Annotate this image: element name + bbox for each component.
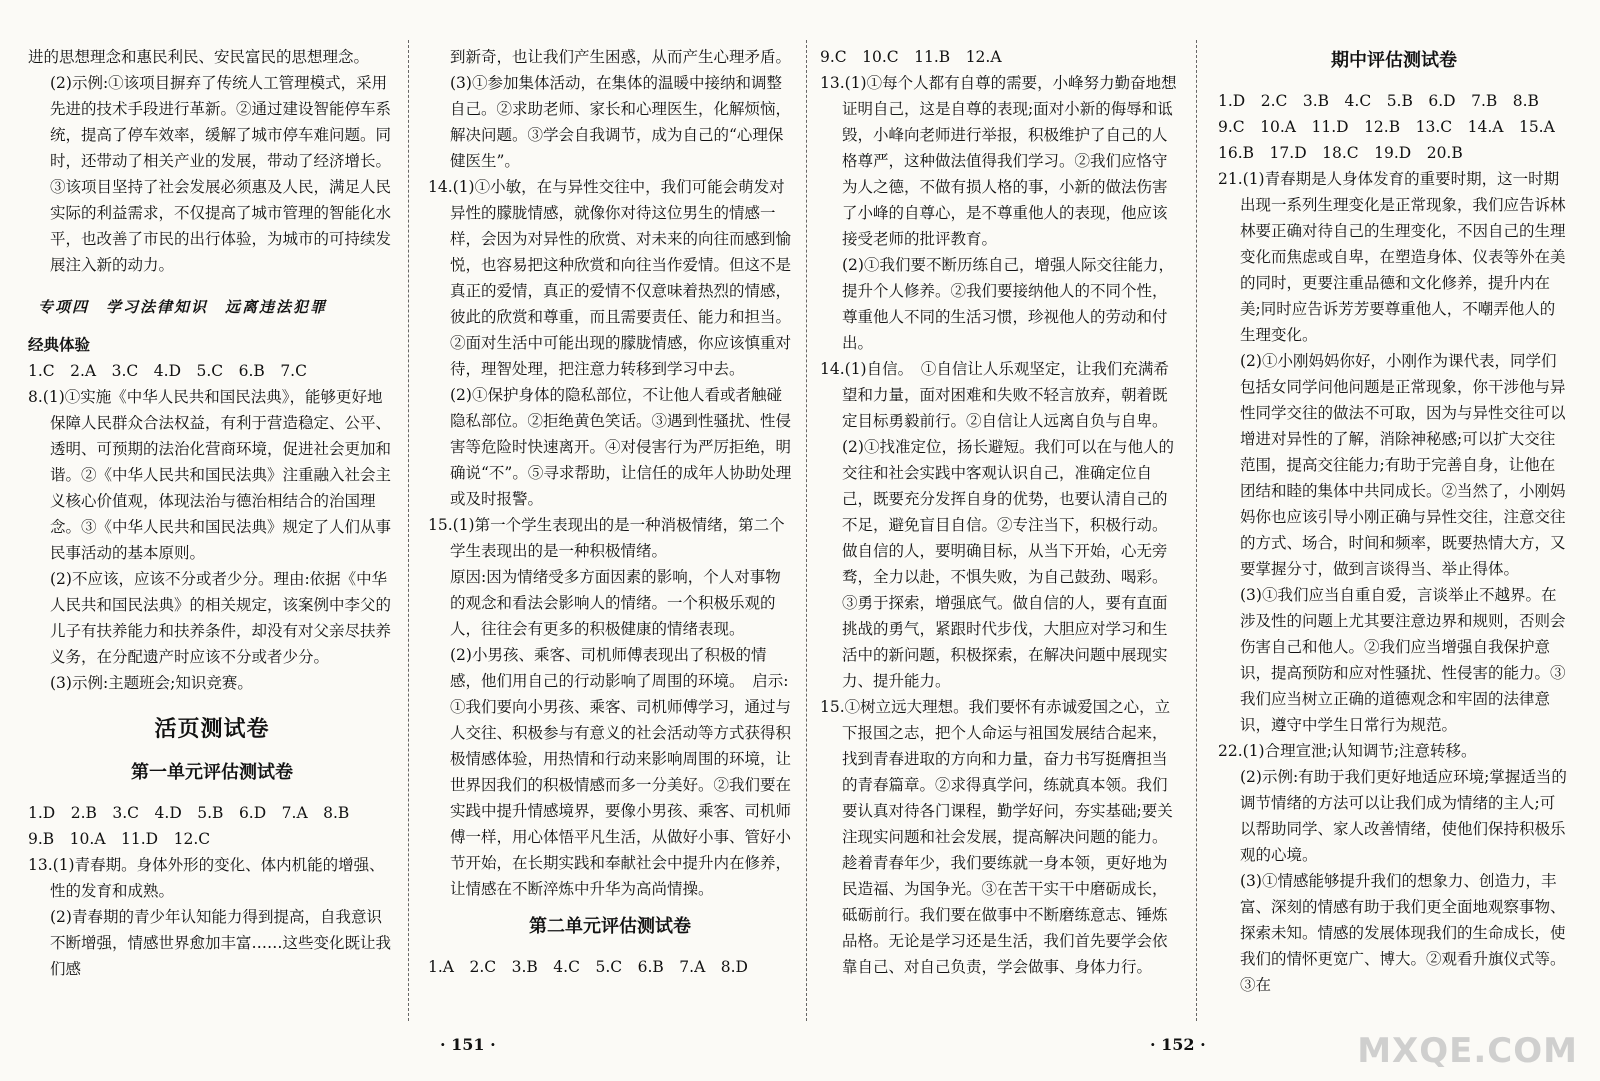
section-heading: 专项四 学习法律知识 远离违法犯罪 (38, 298, 328, 316)
paragraph: (2)①保护身体的隐私部位，不让他人看或者触碰隐私部位。②拒绝黄色笑话。③遇到性骚扰、性侵害等危险时快速离开。④对侵害行为严厉拒绝，明确说“不”。⑤寻求帮助，让信任的成年人协助处理或及时报警。 (450, 386, 792, 508)
answer-key: 1.D 2.C 3.B 4.C 5.B 6.D 7.B 8.B (1218, 92, 1539, 110)
column-1 (28, 44, 396, 982)
section-heading: 活页测试卷 (154, 716, 270, 742)
unit-heading: 第一单元评估测试卷 (131, 762, 293, 783)
answer-key: 1.C 2.A 3.C 4.D 5.C 6.B 7.C (28, 362, 307, 380)
subsection-heading: 经典体验 (28, 335, 91, 354)
paragraph: (2)不应该，应该不分或者少分。理由:依据《中华人民共和国民法典》的相关规定，该案例中李父的儿子有扶养能力和扶养条件，却没有对父亲尽扶养义务，在分配遗产时应该不分或者少分。 (50, 570, 392, 666)
paragraph: 15.(1)第一个学生表现出的是一种消极情绪，第二个学生表现出的是一种积极情绪。 (428, 516, 785, 560)
paragraph: 原因:因为情绪受多方面因素的影响，个人对事物的观念和看法会影响人的情绪。一个积极乐观的人，往往会有更多的积极健康的情绪表现。 (450, 568, 781, 638)
answer-key: 9.B 10.A 11.D 12.C (28, 830, 211, 848)
paragraph: 13.(1)青春期。身体外形的变化、体内机能的增强、性的发育和成熟。 (28, 856, 385, 900)
column-2 (428, 44, 792, 980)
paragraph: (2)①小刚妈妈你好，小刚作为课代表，同学们包括女同学问他问题是正常现象，你干涉他与异性同学交往的做法不可取，因为与异性交往可以增进对异性的了解，消除神秘感;可以扩大交往范围，提高交往能力;有助于完善自身，让他在团结和睦的集体中共同成长。②当然了，小刚妈妈你也应该引导小刚正确与异性交往，注意交往的方式、场合，时间和频率，既要热情大方，又要掌握分寸，做到言谈得当、举止得体。 (1240, 352, 1566, 578)
paragraph: (3)①我们应当自重自爱，言谈举止不越界。在涉及性的问题上尤其要注意边界和规则，否则会伤害自己和他人。②我们应当增强自我保护意识，提高预防和应对性骚扰、性侵害的能力。③我们应当树立正确的道德观念和牢固的法律意识，遵守中学生日常行为规范。 (1240, 586, 1566, 734)
paragraph: 14.(1)自信。 ①自信让人乐观坚定，让我们充满希望和力量，面对困难和失败不轻言放弃，朝着既定目标勇毅前行。②自信让人远离自负与自卑。 (820, 360, 1169, 430)
answer-key: 1.A 2.C 3.B 4.C 5.C 6.B 7.A 8.D (428, 958, 748, 976)
paragraph: (2)青春期的青少年认知能力得到提高，自我意识不断增强，情感世界愈加丰富……这些变化既让我们感 (50, 908, 392, 978)
paragraph: 8.(1)①实施《中华人民共和国民法典》，能够更好地保障人民群众合法权益，有利于营造稳定、公平、透明、可预期的法治化营商环境，促进社会更加和谐。②《中华人民共和国民法典》注重融入社会主义核心价值观，体现法治与德治相结合的治国理念。③《中华人民共和国民法典》规定了人们从事民事活动的基本原则。 (28, 388, 392, 562)
column-4 (1218, 44, 1570, 998)
paragraph: (2)小男孩、乘客、司机师傅表现出了积极的情感，他们用自己的行动影响了周围的环境。 启示:①我们要向小男孩、乘客、司机师傅学习，通过与人交往、积极参与有意义的社会活动等方式获得积极情感体验，用热情和行动来影响周围的环境，让世界因我们的积极情感而多一分美好。②我们要在实践中提升情感境界，要像小男孩、乘客、司机师傅一样，用心体悟平凡生活，从做好小事、管好小节开始，在长期实践和奉献社会中提升内在修养，让情感在不断淬炼中升华为高尚情操。 (450, 646, 792, 898)
paragraph: (2)示例:有助于我们更好地适应环境;掌握适当的调节情绪的方法可以让我们成为情绪的主人;可以帮助同学、家人改善情绪，使他们保持积极乐观的心境。 (1240, 768, 1567, 864)
paragraph: 22.(1)合理宣泄;认知调节;注意转移。 (1218, 742, 1477, 760)
answer-key: 1.D 2.B 3.C 4.D 5.B 6.D 7.A 8.B (28, 804, 350, 822)
page-number-left: · 151 · (440, 1035, 496, 1054)
answer-key: 9.C 10.C 11.B 12.A (820, 48, 1002, 66)
watermark-logo: MXQE.COM (1357, 1031, 1578, 1071)
paragraph: 13.(1)①每个人都有自尊的需要，小峰努力勤奋地想证明自己，这是自尊的表现;面对小新的侮辱和诋毁，小峰向老师进行举报，积极维护了自己的人格尊严，这种做法值得我们学习。②我们应恪守为人之德，不做有损人格的事，小新的做法伤害了小峰的自尊心，是不尊重他人的表现，他应该接受老师的批评教育。 (820, 74, 1177, 248)
column-divider (408, 40, 409, 1021)
paragraph: 到新奇，也让我们产生困惑，从而产生心理矛盾。 (450, 48, 792, 66)
paragraph: (3)①情感能够提升我们的想象力、创造力，丰富、深刻的情感有助于我们更全面地观察事物、探索未知。情感的发展体现我们的生命成长，使我们的情怀更宽广、博大。②观看升旗仪式等。③在 (1240, 872, 1566, 994)
paragraph: 14.(1)①小敏，在与异性交往中，我们可能会萌发对异性的朦胧情感，就像你对待这位男生的情感一样，会因为对异性的欣赏、对未来的向往而感到愉悦，也容易把这种欣赏和向往当作爱情。但这不是真正的爱情，真正的爱情不仅意味着热烈的情感，彼此的欣赏和尊重，而且需要责任、能力和担当。②面对生活中可能出现的朦胧情感，你应该慎重对待，理智处理，把注意力转移到学习中去。 (428, 178, 792, 378)
paragraph: (2)①我们要不断历练自己，增强人际交往能力，提升个人修养。②我们要接纳他人的不同个性，尊重他人不同的生活习惯，珍视他人的劳动和付出。 (842, 256, 1174, 352)
column-divider (1196, 40, 1197, 1021)
paragraph: 21.(1)青春期是人身体发育的重要时期，这一时期出现一系列生理变化是正常现象，我们应告诉林林要正确对待自己的生理变化，不因自己的生理变化而焦虑或自卑，在塑造身体、仪表等外在美的同时，更要注重品德和文化修养，提升内在美;同时应告诉芳芳要尊重他人，不嘲弄他人的生理变化。 (1218, 170, 1566, 344)
paragraph: (3)示例:主题班会;知识竞赛。 (50, 674, 253, 692)
paragraph: 进的思想理念和惠民利民、安民富民的思想理念。 (28, 48, 370, 66)
answer-key: 16.B 17.D 18.C 19.D 20.B (1218, 144, 1463, 162)
unit-heading: 第二单元评估测试卷 (529, 916, 691, 937)
column-3 (820, 44, 1180, 980)
paragraph: (2)①找准定位，扬长避短。我们可以在与他人的交往和社会实践中客观认识自己，准确定位自己，既要充分发挥自身的优势，也要认清自己的不足，避免盲目自信。②专注当下，积极行动。做自信的人，要明确目标，从当下开始，心无旁骛，全力以赴，不惧失败，为自己鼓劲、喝彩。③勇于探索，增强底气。做自信的人，要有直面挑战的勇气，紧跟时代步伐，大胆应对学习和生活中的新问题，积极探索，在解决问题中展现实力、提升能力。 (842, 438, 1174, 690)
column-divider (806, 40, 807, 1021)
unit-heading: 期中评估测试卷 (1331, 50, 1457, 71)
paragraph: (2)示例:①该项目摒弃了传统人工管理模式，采用先进的技术手段进行革新。②通过建设智能停车系统，提高了停车效率，缓解了城市停车难问题。同时，还带动了相关产业的发展，带动了经济增长。③该项目坚持了社会发展必须惠及人民，满足人民实际的利益需求，不仅提高了城市管理的智能化水平，也改善了市民的出行体验，为城市的可持续发展注入新的动力。 (50, 74, 392, 274)
page-number-right: · 152 · (1150, 1035, 1206, 1054)
paragraph: 15.①树立远大理想。我们要怀有赤诚爱国之心，立下报国之志，把个人命运与祖国发展结合起来，找到青春进取的方向和力量，奋力书写挺膺担当的青春篇章。②求得真学问，练就真本领。我们要认真对待各门课程，勤学好问，夯实基础;要关注现实问题和社会发展，提高解决问题的能力。趁着青春年少，我们要练就一身本领，更好地为民造福、为国争光。③在苦干实干中磨砺成长，砥砺前行。我们要在做事中不断磨练意志、锤炼品格。无论是学习还是生活，我们首先要学会依靠自己、对自己负责，学会做事、身体力行。 (820, 698, 1173, 976)
paragraph: (3)①参加集体活动，在集体的温暖中接纳和调整自己。②求助老师、家长和心理医生，化解烦恼，解决问题。③学会自我调节，成为自己的“心理保健医生”。 (450, 74, 792, 170)
answer-key: 9.C 10.A 11.D 12.B 13.C 14.A 15.A (1218, 118, 1555, 136)
